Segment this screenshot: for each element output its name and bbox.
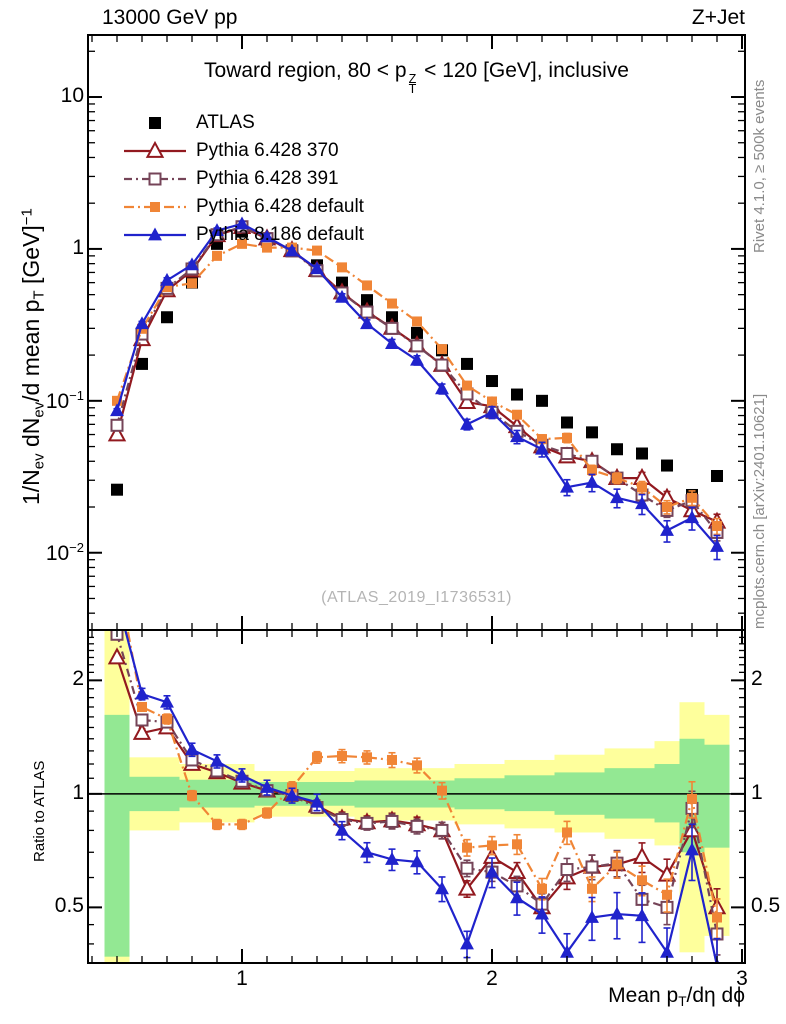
ratio-y-tick-label-left: 2 bbox=[72, 667, 84, 691]
main-y-axis-label: 1/Nev dNev/d mean pT [GeV]$^{-1}$ bbox=[18, 208, 48, 505]
x-tick-label: 1 bbox=[236, 967, 248, 990]
main-y-tick-label: 1 bbox=[72, 235, 84, 259]
rivet-version-label: Rivet 4.1.0, ≥ 500k events bbox=[751, 79, 768, 253]
ratio-y-tick-label-right: 1 bbox=[751, 780, 763, 804]
x-tick-label: 3 bbox=[736, 967, 748, 990]
legend bbox=[124, 117, 186, 240]
mcplots-reference-label: mcplots.cern.ch [arXiv:2401.10621] bbox=[751, 393, 768, 629]
plot-title bbox=[88, 59, 745, 95]
x-axis-label: Mean pT/dη dϕ bbox=[608, 984, 745, 1010]
title-superscript: Z bbox=[408, 71, 417, 86]
title-suffix: < 120 [GeV], inclusive bbox=[418, 59, 629, 82]
x-tick-label: 2 bbox=[486, 967, 498, 990]
main-panel-series bbox=[109, 217, 724, 560]
legend-label-atlas: ATLAS bbox=[196, 112, 255, 133]
ratio-y-tick-label-right: 2 bbox=[751, 667, 763, 691]
ratio-y-tick-label-left: 0.5 bbox=[54, 894, 84, 918]
ratio-y-tick-label-right: 0.5 bbox=[751, 894, 781, 918]
title-pt-stack bbox=[408, 71, 417, 97]
process-label: Z+Jet bbox=[691, 6, 745, 29]
main-y-tick-label: 10 bbox=[60, 84, 84, 107]
main-y-tick-label: $10^{-1}$ bbox=[45, 387, 84, 413]
beam-energy-label: 13000 GeV pp bbox=[102, 6, 238, 29]
ratio-y-axis-label: Ratio to ATLAS bbox=[31, 760, 48, 862]
legend-label-pythia6-default: Pythia 6.428 default bbox=[196, 196, 364, 217]
main-y-tick-label: $10^{-2}$ bbox=[45, 539, 84, 565]
analysis-watermark: (ATLAS_2019_I1736531) bbox=[321, 589, 512, 606]
legend-label-pythia6-370: Pythia 6.428 370 bbox=[196, 140, 339, 161]
title-prefix: Toward region, 80 < p bbox=[204, 59, 407, 82]
legend-label-pythia8-default: Pythia 8.186 default bbox=[196, 224, 364, 245]
title-subscript: T bbox=[408, 82, 417, 97]
legend-label-pythia6-391: Pythia 6.428 391 bbox=[196, 168, 339, 189]
ratio-y-tick-label-left: 1 bbox=[72, 780, 84, 804]
